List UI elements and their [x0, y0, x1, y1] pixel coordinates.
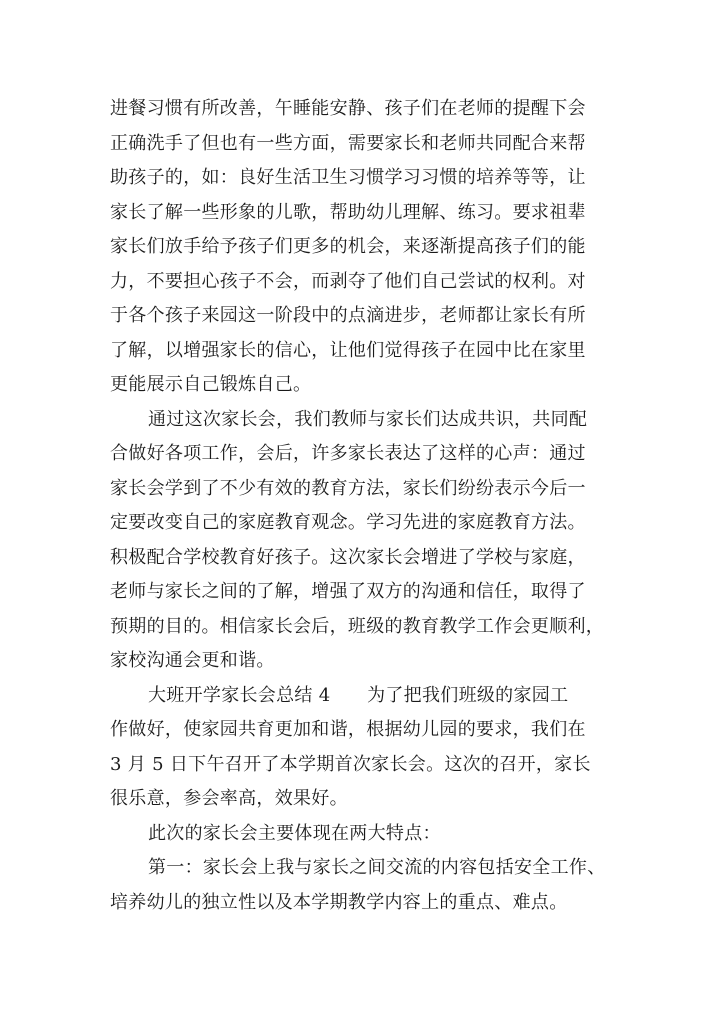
- text-line: 家长了解一些形象的儿歌，帮助幼儿理解、练习。要求祖辈: [110, 201, 586, 223]
- text-line: 预期的目的。相信家长会后，班级的教育教学工作会更顺利，: [110, 615, 605, 637]
- text-line: 进餐习惯有所改善，午睡能安静、孩子们在老师的提醒下会: [110, 98, 586, 119]
- text-line: 助孩子的，如：良好生活卫生习惯学习习惯的培养等等，让: [110, 167, 586, 188]
- text-line: 了解，以增强家长的信心，让他们觉得孩子在园中比在家里: [110, 339, 586, 361]
- text-line: 很乐意，参会率高，效果好。: [110, 788, 348, 809]
- text-line: 大班开学家长会总结 4 为了把我们班级的家园工: [148, 684, 569, 706]
- text-line: 3 月 5 日下午召开了本学期首次家长会。这次的召开，家长: [110, 753, 591, 775]
- document-body: [110, 92, 630, 920]
- text-line: 合做好各项工作，会后，许多家长表达了这样的心声：通过: [110, 443, 586, 464]
- text-line: 定要改变自己的家庭教育观念。学习先进的家庭教育方法。: [110, 512, 586, 533]
- text-line: 培养幼儿的独立性以及本学期教学内容上的重点、难点。: [110, 891, 568, 913]
- text-line: 积极配合学校教育好孩子。这次家长会增进了学校与家庭，: [110, 546, 586, 568]
- text-line: 通过这次家长会，我们教师与家长们达成共识，共同配: [148, 408, 588, 430]
- text-line: 第一：家长会上我与家长之间交流的内容包括安全工作、: [148, 857, 606, 878]
- text-line: 作做好，使家园共育更加和谐，根据幼儿园的要求，我们在: [110, 719, 586, 740]
- text-line: 老师与家长之间的了解，增强了双方的沟通和信任，取得了: [110, 581, 586, 602]
- text-line: 于各个孩子来园这一阶段中的点滴进步，老师都让家长有所: [110, 305, 586, 326]
- text-line: 力，不要担心孩子不会，而剥夺了他们自己尝试的权利。对: [110, 270, 586, 292]
- text-line: 正确洗手了但也有一些方面，需要家长和老师共同配合来帮: [110, 132, 586, 154]
- text-line: 家长会学到了不少有效的教育方法，家长们纷纷表示今后一: [110, 477, 586, 499]
- text-line: 家校沟通会更和谐。: [110, 650, 275, 671]
- text-line: 家长们放手给予孩子们更多的机会，来逐渐提高孩子们的能: [110, 236, 586, 257]
- text-line: 更能展示自己锻炼自己。: [110, 374, 312, 395]
- text-line: 此次的家长会主要体现在两大特点：: [148, 822, 441, 844]
